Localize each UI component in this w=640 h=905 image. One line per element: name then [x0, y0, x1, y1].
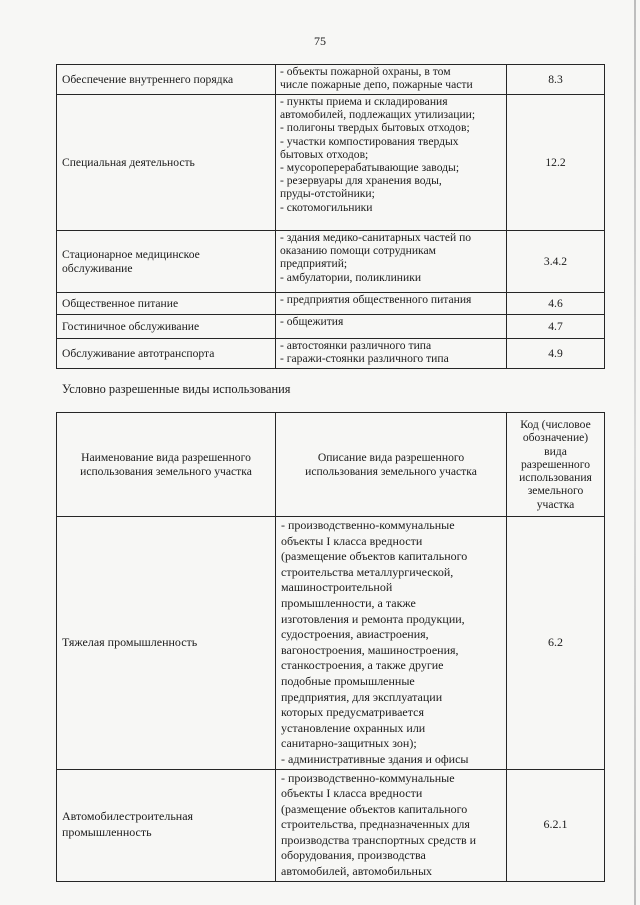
table-row — [57, 65, 605, 95]
description-line: машиностроительной — [281, 580, 393, 595]
description-line: автомобилей, автомобильных — [281, 864, 433, 879]
use-description-cell — [276, 231, 507, 293]
table-row — [57, 95, 605, 231]
description-line: предприятия, для эксплуатации — [281, 689, 443, 704]
use-description-cell — [276, 315, 507, 339]
description-line: вагоностроения, машиностроения, — [281, 642, 459, 657]
description-line: числе пожарные депо, пожарные части — [280, 78, 473, 92]
table-row — [57, 517, 605, 770]
use-name-cell: Тяжелая промышленность — [57, 517, 276, 770]
header-name: Наименование вида разрешенного использования земельного участка — [57, 413, 276, 517]
description-line: - здания медико-санитарных частей по — [280, 231, 472, 244]
description-line: - общежития — [280, 315, 344, 328]
use-name-cell: Обслуживание автотранспорта — [57, 339, 276, 369]
use-name-cell: Общественное питание — [57, 293, 276, 315]
page-edge-shadow — [634, 0, 636, 905]
description-line: (размещение объектов капитального — [281, 549, 468, 564]
description-line: судостроения, авиастроения, — [281, 627, 429, 642]
header-description: Описание вида разрешенного использования земельного участка — [276, 413, 507, 517]
description-line: станкостроения, а также другие — [281, 658, 444, 673]
use-description-cell — [276, 517, 507, 770]
use-name-cell: Специальная деятельность — [57, 95, 276, 231]
use-code-cell: 8.3 — [507, 65, 605, 95]
header-code: Код (числовое обозначение) вида разрешенного использования земельного участка — [507, 413, 605, 517]
use-name-cell: Автомобилестроительная промышленность — [57, 769, 276, 881]
description-line: - резервуары для хранения воды, — [280, 174, 442, 188]
description-line: бытовых отходов; — [280, 147, 369, 161]
use-description-cell — [276, 65, 507, 95]
description-line: - производственно-коммунальные — [281, 518, 455, 532]
permitted-uses-table — [56, 64, 605, 369]
page-number: 75 — [314, 34, 326, 48]
description-line: промышленности, а также — [281, 595, 416, 610]
table-row — [57, 769, 605, 881]
description-line: - производственно-коммунальные — [281, 770, 455, 785]
table-row — [57, 315, 605, 339]
use-code-cell: 4.6 — [507, 293, 605, 315]
description-line: - скотомогильники — [280, 200, 373, 214]
description-line: - амбулатории, поликлиники — [280, 270, 422, 284]
table-row — [57, 231, 605, 293]
description-line: которых предусматривается — [281, 705, 424, 720]
description-line: - объекты пожарной охраны, в том — [280, 65, 451, 78]
description-line: - полигоны твердых бытовых отходов; — [280, 121, 470, 135]
description-line: - автостоянки различного типа — [280, 339, 432, 352]
description-line: - мусороперерабатывающие заводы; — [280, 161, 460, 175]
conditional-uses-table — [56, 412, 605, 882]
description-line: объекты I класса вредности — [281, 786, 423, 801]
use-code-cell: 12.2 — [507, 95, 605, 231]
description-line: строительства металлургической, — [281, 564, 454, 579]
use-name-cell: Обеспечение внутреннего порядка — [57, 65, 276, 95]
description-line: установление охранных или — [281, 720, 426, 735]
description-line: (размещение объектов капитального — [281, 801, 468, 816]
description-line: пруды-отстойники; — [280, 187, 375, 201]
description-line: автомобилей, подлежащих утилизации; — [280, 108, 476, 122]
description-line: - пункты приема и складирования — [280, 95, 448, 108]
use-code-cell: 6.2.1 — [507, 769, 605, 881]
use-code-cell: 6.2 — [507, 517, 605, 770]
use-description-cell — [276, 339, 507, 369]
description-line: санитарно-защитных зон); — [281, 736, 417, 751]
use-description-cell — [276, 769, 507, 881]
description-line: объекты I класса вредности — [281, 533, 423, 548]
description-line: строительства, предназначенных для — [281, 817, 470, 832]
description-line: - участки компостирования твердых — [280, 134, 459, 148]
description-line: оказанию помощи сотрудникам — [280, 244, 436, 258]
table-row — [57, 339, 605, 369]
description-line: - предприятия общественного питания — [280, 293, 472, 306]
table-header-row — [57, 413, 605, 517]
description-line: - гаражи-стоянки различного типа — [280, 352, 449, 366]
table-row — [57, 293, 605, 315]
description-line: подобные промышленные — [281, 673, 415, 688]
description-line: производства транспортных средств и — [281, 832, 477, 847]
use-code-cell: 4.7 — [507, 315, 605, 339]
description-line: оборудования, производства — [281, 848, 426, 863]
description-line: изготовления и ремонта продукции, — [281, 611, 465, 626]
use-name-cell: Гостиничное обслуживание — [57, 315, 276, 339]
use-description-cell — [276, 95, 507, 231]
description-line: предприятий; — [280, 257, 348, 271]
description-line: - административные здания и офисы — [281, 751, 469, 766]
use-description-cell — [276, 293, 507, 315]
use-code-cell: 4.9 — [507, 339, 605, 369]
section-title: Условно разрешенные виды использования — [62, 382, 291, 396]
use-name-cell: Стационарное медицинское обслуживание — [57, 231, 276, 293]
use-code-cell: 3.4.2 — [507, 231, 605, 293]
